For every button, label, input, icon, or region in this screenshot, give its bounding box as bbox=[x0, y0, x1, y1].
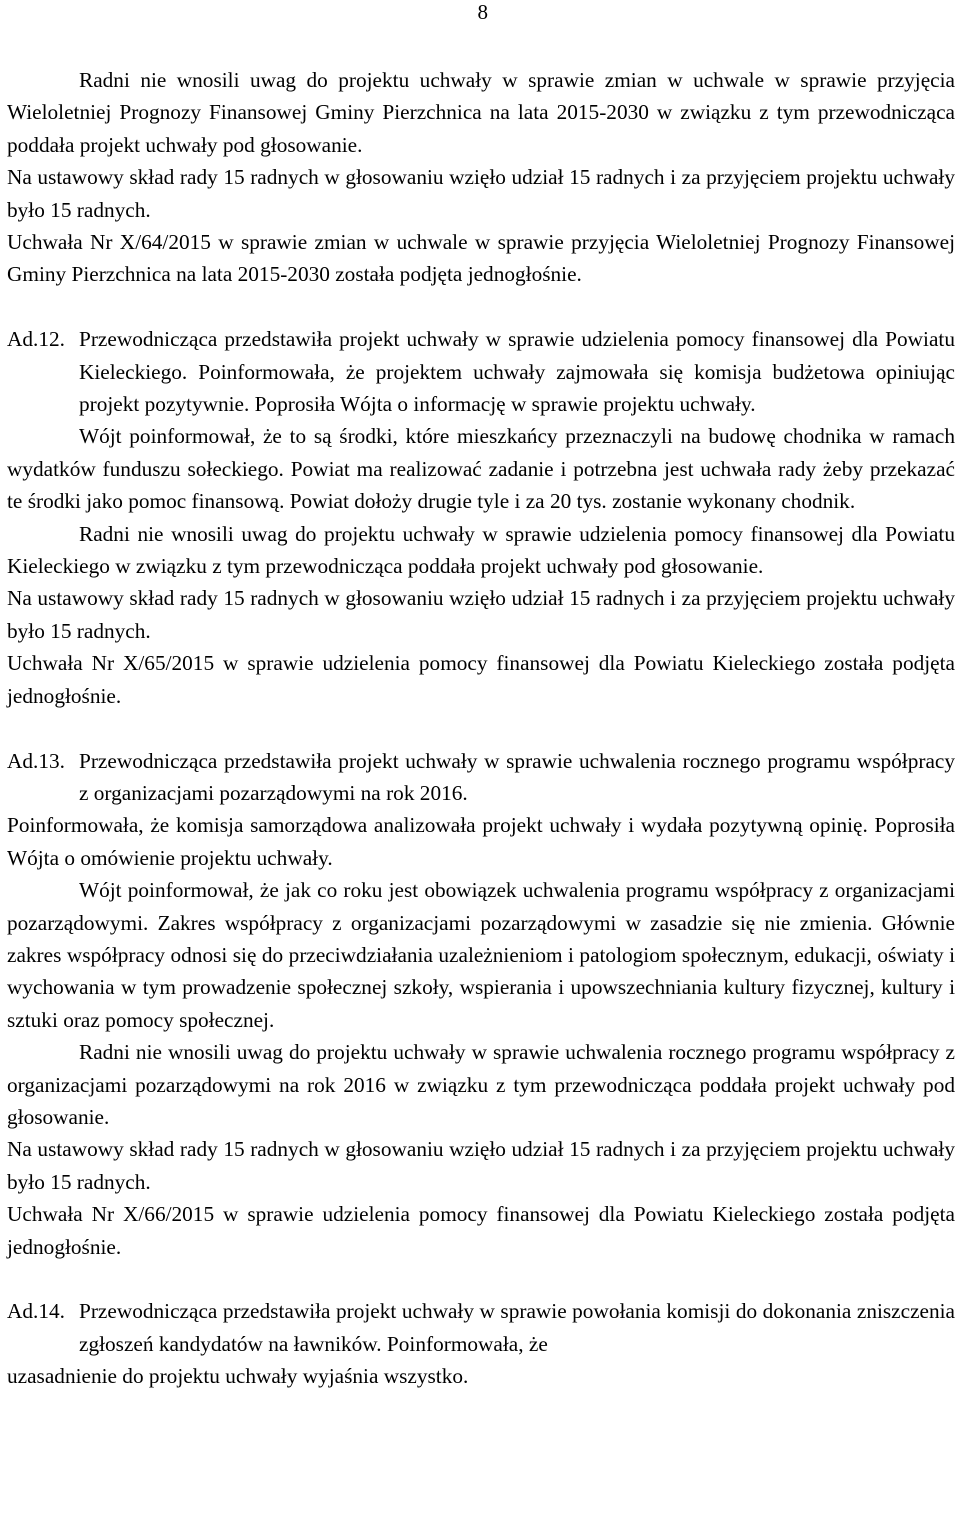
paragraph-no-remarks: Radni nie wnosili uwag do projektu uchwały w sprawie udzielenia pomocy finansowej dla Powiatu Kieleckiego w związku z tym przewodnicząca poddała projekt uchwały pod głosowanie. bbox=[7, 521, 955, 579]
agenda-item-label: Ad.13. bbox=[7, 748, 65, 773]
paragraph-resolution: Uchwała Nr X/66/2015 w sprawie udzielenia pomocy finansowej dla Powiatu Kieleckiego została podjęta jednogłośnie. bbox=[7, 1202, 955, 1259]
paragraph-vote-result: Na ustawowy skład rady 15 radnych w głosowaniu wzięło udział 15 radnych i za przyjęciem projektu uchwały było 15 radnych. bbox=[7, 1137, 955, 1194]
paragraph-mayor-info: Wójt poinformował, że jak co roku jest obowiązek uchwalenia programu współpracy z organizacjami pozarządowymi. Zakres współpracy z organizacjami pozarządowymi w zasadzie się nie zmienia. Głównie zakres współpracy odnosi się do przeciwdziałania uzależnieniom i patologiom społecznym, edukacji, oświaty i wychowania w tym prowadzenie społecznej szkoły, wspierania i upowszechniania kultury fizycznej, kultury i sztuki oraz pomocy społecznej. bbox=[7, 878, 955, 1032]
spacer bbox=[7, 712, 955, 744]
agenda-item-14 bbox=[7, 1295, 955, 1360]
paragraph-commission-opinion: Poinformowała, że komisja samorządowa analizowała projekt uchwały i wydała pozytywną opinię. Poprosiła Wójta o omówienie projektu uchwały. bbox=[7, 813, 955, 870]
agenda-item-12 bbox=[7, 323, 955, 420]
agenda-item-text: Przewodnicząca przedstawiła projekt uchwały w sprawie uchwalenia rocznego programu współpracy z organizacjami pozarządowymi na rok 2016. bbox=[79, 748, 955, 805]
paragraph-no-remarks: Radni nie wnosili uwag do projektu uchwały w sprawie zmian w uchwale w sprawie przyjęcia Wieloletniej Prognozy Finansowej Gminy Pierzchnica na lata 2015-2030 w związku z tym przewodnicząca poddała projekt uchwały pod głosowanie. bbox=[7, 68, 955, 157]
paragraph-vote-result: Na ustawowy skład rady 15 radnych w głosowaniu wzięło udział 15 radnych i za przyjęciem projektu uchwały było 15 radnych. bbox=[7, 165, 955, 222]
paragraph-justification: uzasadnienie do projektu uchwały wyjaśnia wszystko. bbox=[7, 1364, 469, 1389]
agenda-item-13 bbox=[7, 745, 955, 810]
paragraph-resolution: Uchwała Nr X/65/2015 w sprawie udzielenia pomocy finansowej dla Powiatu Kieleckiego została podjęta jednogłośnie. bbox=[7, 651, 955, 708]
paragraph-mayor-info: Wójt poinformował, że to są środki, które mieszkańcy przeznaczyli na budowę chodnika w ramach wydatków funduszu sołeckiego. Powiat ma realizować zadanie i potrzebna jest uchwała rady żeby przekazać te środki jako pomoc finansową. Powiat dołoży drugie tyle i za 20 tys. zostanie wykonany chodnik. bbox=[7, 424, 955, 514]
agenda-item-label: Ad.12. bbox=[7, 327, 65, 352]
agenda-item-text: Przewodnicząca przedstawiła projekt uchwały w sprawie powołania komisji do dokonania zniszczenia zgłoszeń kandydatów na ławników. Poinformowała, że bbox=[79, 1299, 955, 1356]
agenda-item-text: Przewodnicząca przedstawiła projekt uchwały w sprawie udzielenia pomocy finansowej dla Powiatu Kieleckiego. bbox=[79, 327, 955, 384]
page-number: 8 bbox=[477, 0, 488, 24]
paragraph-no-remarks: Radni nie wnosili uwag do projektu uchwały w sprawie uchwalenia rocznego programu współpracy z organizacjami pozarządowymi na rok 2016 w związku z tym przewodnicząca poddała projekt uchwały pod głosowanie. bbox=[7, 1040, 955, 1129]
paragraph-resolution: Uchwała Nr X/64/2015 w sprawie zmian w uchwale w sprawie przyjęcia Wieloletniej Prognozy Finansowej Gminy Pierzchnica na lata 2015-2030 została podjęta jednogłośnie. bbox=[7, 230, 955, 287]
agenda-item-label: Ad.14. bbox=[7, 1299, 65, 1324]
paragraph-vote-result: Na ustawowy skład rady 15 radnych w głosowaniu wzięło udział 15 radnych i za przyjęciem projektu uchwały było 15 radnych. bbox=[7, 586, 955, 643]
agenda-item-continuation: Poinformowała, że projektem uchwały zajmowała się komisja budżetowa opiniując projekt pozytywnie. Poprosiła Wójta o informację w sprawie projektu uchwały. bbox=[79, 359, 956, 417]
spacer bbox=[7, 291, 955, 323]
spacer bbox=[7, 1263, 955, 1295]
document-body bbox=[7, 64, 955, 1393]
